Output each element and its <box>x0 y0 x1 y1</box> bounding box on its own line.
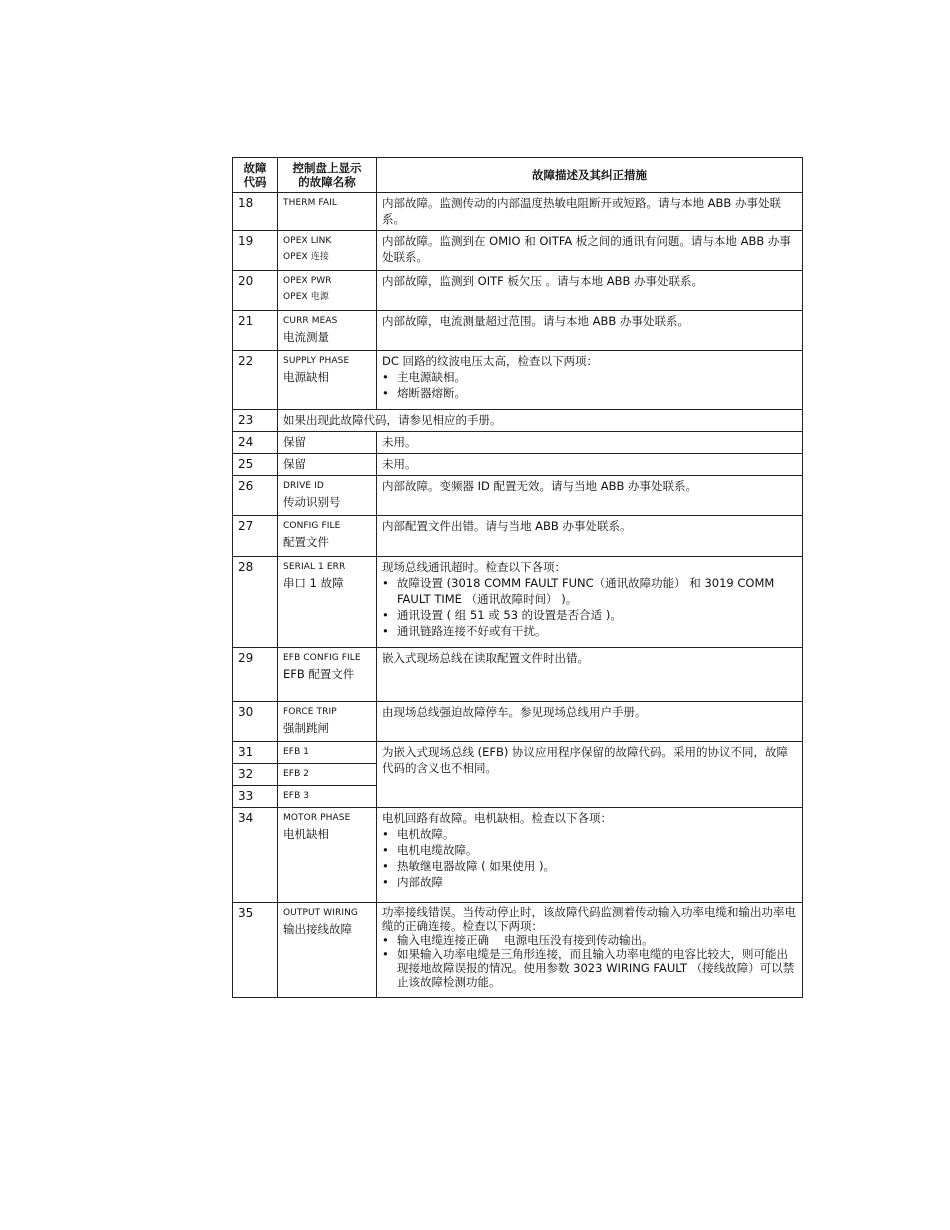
table-row <box>233 903 803 998</box>
fault-desc: 现场总线通讯超时。检查以下各项： • 故障设置 (3018 COMM FAULT FUNC（通讯故障功能） 和 3019 COMM FAULT TIME （通讯故障时间） )。 • 通讯设置 ( 组 51 或 53 的设置是否合适 )。 • 通讯链路连接不好或有干扰。 <box>377 557 803 648</box>
table-row <box>233 432 803 454</box>
fault-desc: 内部故障，电流测量超过范围。请与本地 ABB 办事处联系。 <box>377 311 803 351</box>
bullet-item: • 主电源缺相。 <box>382 369 797 385</box>
fault-code: 29 <box>233 648 278 702</box>
fault-code: 18 <box>233 193 278 231</box>
fault-code-table <box>232 157 803 998</box>
fault-name: DRIVE ID 传动识别号 <box>278 476 377 516</box>
fault-code: 23 <box>233 410 278 432</box>
bullet-item: • 电机故障。 <box>382 826 797 842</box>
fault-name: 保留 <box>278 454 377 476</box>
fault-code: 22 <box>233 351 278 410</box>
header-name: 控制盘上显示 的故障名称 <box>278 158 377 193</box>
fault-code: 35 <box>233 903 278 998</box>
fault-name: THERM FAIL <box>278 193 377 231</box>
fault-code: 32 <box>233 764 278 786</box>
fault-name: OPEX PWR OPEX 电源 <box>278 271 377 311</box>
bullet-item: • 如果输入功率电缆是三角形连接，而且输入功率电缆的电容比较大，则可能出现接地故障误报的情况。使用参数 3023 WIRING FAULT （接线故障）可以禁止该故障检测功能。 <box>382 947 797 989</box>
fault-desc: 未用。 <box>377 454 803 476</box>
table-row <box>233 516 803 557</box>
fault-code: 21 <box>233 311 278 351</box>
bullet-item: • 热敏继电器故障 ( 如果使用 )。 <box>382 858 797 874</box>
table-row <box>233 351 803 410</box>
table-row <box>233 648 803 702</box>
fault-code: 33 <box>233 786 278 808</box>
fault-code: 27 <box>233 516 278 557</box>
fault-name: OUTPUT WIRING 输出接线故障 <box>278 903 377 998</box>
fault-name: 保留 <box>278 432 377 454</box>
fault-name: EFB 3 <box>278 786 377 808</box>
fault-desc: 由现场总线强迫故障停车。参见现场总线用户手册。 <box>377 702 803 742</box>
fault-code: 28 <box>233 557 278 648</box>
table-header-row <box>233 158 803 193</box>
fault-desc: 内部故障，监测到 OITF 板欠压 。请与本地 ABB 办事处联系。 <box>377 271 803 311</box>
bullet-item: • 内部故障 <box>382 874 797 890</box>
fault-code: 25 <box>233 454 278 476</box>
bullet-item: • 电机电缆故障。 <box>382 842 797 858</box>
fault-desc: 如果出现此故障代码，请参见相应的手册。 <box>278 410 803 432</box>
fault-code: 26 <box>233 476 278 516</box>
table-row <box>233 193 803 231</box>
table-row <box>233 231 803 271</box>
fault-desc: 内部故障。监测传动的内部温度热敏电阻断开或短路。请与本地 ABB 办事处联系。 <box>377 193 803 231</box>
fault-name: EFB CONFIG FILE EFB 配置文件 <box>278 648 377 702</box>
fault-code: 30 <box>233 702 278 742</box>
fault-name: CURR MEAS 电流测量 <box>278 311 377 351</box>
fault-name: EFB 2 <box>278 764 377 786</box>
fault-code: 20 <box>233 271 278 311</box>
table-row <box>233 311 803 351</box>
fault-name: OPEX LINK OPEX 连接 <box>278 231 377 271</box>
fault-desc: DC 回路的纹波电压太高，检查以下两项： • 主电源缺相。 • 熔断器熔断。 <box>377 351 803 410</box>
fault-desc: 内部配置文件出错。请与当地 ABB 办事处联系。 <box>377 516 803 557</box>
fault-desc: 功率接线错误。当传动停止时，该故障代码监测着传动输入功率电缆和输出功率电缆的正确连接。检查以下两项： • 输入电缆连接正确 电源电压没有接到传动输出。 • 如果输入功率电缆是三角形连接，而且输入功率电缆的电容比较大，则可能出现接地故障误报的情况。使用参数 3023 WIRING FAULT （接线故障）可以禁止该故障检测功能。 <box>377 903 803 998</box>
fault-name: SERIAL 1 ERR 串口 1 故障 <box>278 557 377 648</box>
fault-code: 31 <box>233 742 278 764</box>
fault-desc: 电机回路有故障。电机缺相。检查以下各项： • 电机故障。 • 电机电缆故障。 • 热敏继电器故障 ( 如果使用 )。 • 内部故障 <box>377 808 803 903</box>
fault-name: FORCE TRIP 强制跳闸 <box>278 702 377 742</box>
table-row <box>233 702 803 742</box>
fault-name: MOTOR PHASE 电机缺相 <box>278 808 377 903</box>
table-row <box>233 808 803 903</box>
fault-name: SUPPLY PHASE 电源缺相 <box>278 351 377 410</box>
header-desc: 故障描述及其纠正措施 <box>377 158 803 193</box>
table-row <box>233 557 803 648</box>
table-row <box>233 476 803 516</box>
fault-name: CONFIG FILE 配置文件 <box>278 516 377 557</box>
bullet-item: • 输入电缆连接正确 电源电压没有接到传动输出。 <box>382 933 797 947</box>
fault-desc: 内部故障。变频器 ID 配置无效。请与当地 ABB 办事处联系。 <box>377 476 803 516</box>
fault-desc: 未用。 <box>377 432 803 454</box>
fault-code: 24 <box>233 432 278 454</box>
bullet-item: • 故障设置 (3018 COMM FAULT FUNC（通讯故障功能） 和 3019 COMM FAULT TIME （通讯故障时间） )。 <box>382 575 797 607</box>
fault-code: 34 <box>233 808 278 903</box>
table-row <box>233 742 803 764</box>
fault-name: EFB 1 <box>278 742 377 764</box>
table-row <box>233 454 803 476</box>
bullet-item: • 熔断器熔断。 <box>382 385 797 401</box>
table-row <box>233 410 803 432</box>
fault-code: 19 <box>233 231 278 271</box>
header-code: 故障 代码 <box>233 158 278 193</box>
bullet-item: • 通讯设置 ( 组 51 或 53 的设置是否合适 )。 <box>382 607 797 623</box>
fault-desc: 内部故障。监测到在 OMIO 和 OITFA 板之间的通讯有问题。请与本地 ABB 办事处联系。 <box>377 231 803 271</box>
fault-desc: 嵌入式现场总线在读取配置文件时出错。 <box>377 648 803 702</box>
bullet-item: • 通讯链路连接不好或有干扰。 <box>382 623 797 639</box>
table-row <box>233 271 803 311</box>
fault-desc: 为嵌入式现场总线 (EFB) 协议应用程序保留的故障代码。采用的协议不同，故障代码的含义也不相同。 <box>377 742 803 808</box>
